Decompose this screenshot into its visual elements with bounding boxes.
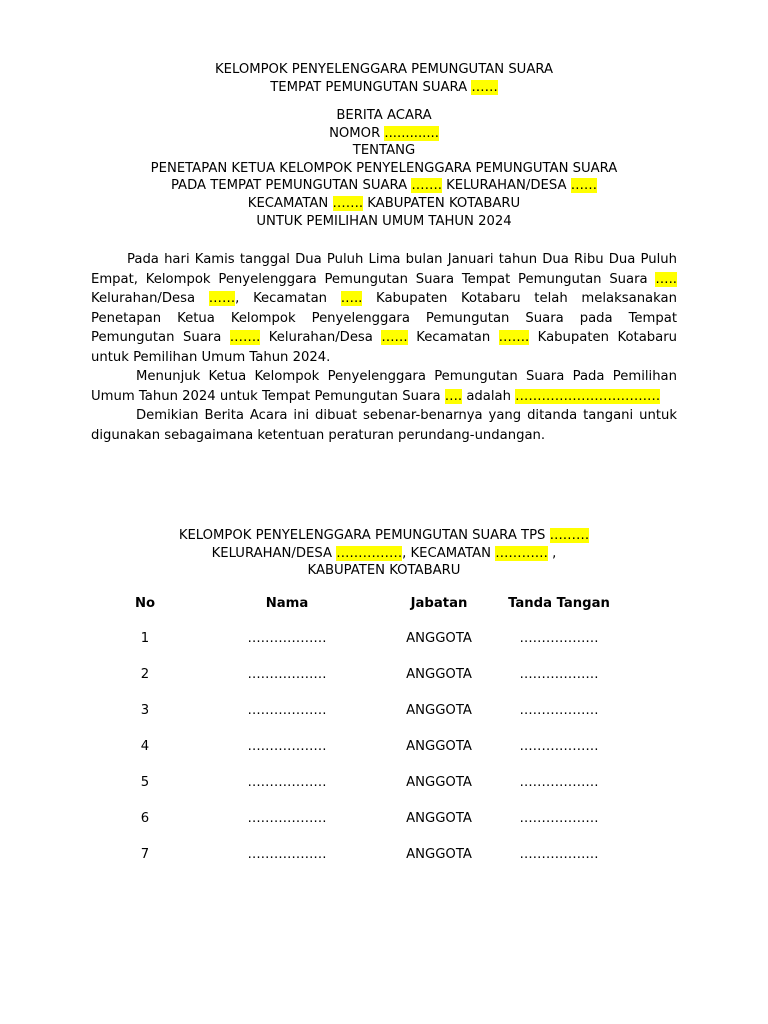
p1-text: Kecamatan — [407, 330, 499, 345]
p1-text: Kabupaten Kotabaru telah melaksanakan Penetapan Ketua Kelompok Penyelenggara Pemungutan Suara pada Tempat Pemungutan Suara — [91, 291, 677, 345]
cell-tanda-tangan: ……………… — [519, 666, 599, 682]
kecamatan-blank: ……. — [332, 195, 364, 211]
kelurahan-blank: …… — [570, 178, 598, 194]
cell-no: 1 — [140, 630, 150, 646]
cell-tanda-tangan: ……………… — [519, 846, 599, 862]
tps-blank: ….. — [655, 271, 677, 287]
paragraph-2 — [91, 367, 677, 406]
p1-text: Kelurahan/Desa — [91, 291, 209, 306]
cell-nama: ……………… — [247, 774, 327, 790]
p1-text: Kabupaten Kotabaru untuk Pemilihan Umum Tahun 2024. — [91, 330, 678, 365]
cell-no: 4 — [140, 738, 150, 754]
table-row — [95, 728, 619, 764]
cell-nama: ……………… — [247, 702, 327, 718]
cell-nama: ……………… — [247, 666, 327, 682]
ketua-name-blank: …………………………… — [515, 388, 661, 404]
table-header-row — [95, 596, 619, 620]
cell-jabatan: ANGGOTA — [406, 846, 472, 862]
tps-blank: …. — [444, 388, 463, 404]
cell-nama: ……………… — [247, 738, 327, 754]
p2-text: adalah — [462, 388, 516, 404]
cell-no: 3 — [140, 702, 150, 718]
kelurahan-label: KELURAHAN/DESA — [441, 178, 571, 194]
signature-header-line-3: KABUPATEN KOTABARU — [307, 563, 461, 579]
table-row — [95, 656, 619, 692]
document-header — [60, 61, 708, 96]
kelurahan-blank: …… — [381, 330, 408, 345]
kecamatan-blank: ………… — [495, 545, 548, 561]
cell-jabatan: ANGGOTA — [406, 774, 472, 790]
title-tentang: TENTANG — [352, 143, 416, 159]
tps-blank: ……… — [549, 528, 590, 543]
tps-blank: ……. — [411, 178, 442, 194]
p1-text: Kelurahan/Desa — [260, 330, 382, 345]
cell-jabatan: ANGGOTA — [406, 630, 472, 646]
paragraph-3: Demikian Berita Acara ini dibuat sebenar-benarnya yang ditanda tangani untuk digunakan sebagaimana ketentuan peraturan perundang-undangan. — [91, 408, 677, 443]
document-title — [60, 107, 708, 230]
table-row — [95, 692, 619, 728]
nomor-blank: ............. — [384, 125, 439, 141]
kecamatan-label: , KECAMATAN — [402, 545, 496, 561]
cell-no: 7 — [140, 846, 150, 862]
table-row — [95, 836, 619, 872]
column-header-tanda-tangan: Tanda Tangan — [508, 596, 610, 611]
kabupaten-label: KABUPATEN KOTABARU — [363, 195, 521, 211]
org-line: KELOMPOK PENYELENGGARA PEMUNGUTAN SUARA — [214, 62, 554, 77]
tps-label: TEMPAT PEMUNGUTAN SUARA — [270, 79, 472, 95]
signature-header-line-2 — [60, 545, 708, 563]
column-header-no: No — [134, 596, 156, 611]
cell-tanda-tangan: ……………… — [519, 630, 599, 646]
p1-text: Pada hari Kamis tanggal Dua Puluh Lima bulan Januari tahun Dua Ribu Dua Puluh Empat, Kelompok Penyelenggara Pemungutan Suara Tempat Pemungutan Suara — [91, 252, 677, 287]
column-header-jabatan: Jabatan — [410, 596, 468, 611]
paragraph-1 — [91, 250, 677, 367]
separator: , — [547, 545, 557, 561]
cell-nama: ……………… — [247, 630, 327, 646]
members-table — [95, 596, 619, 872]
kelurahan-blank: …… — [208, 291, 236, 306]
cell-nama: ……………… — [247, 810, 327, 826]
cell-tanda-tangan: ……………… — [519, 738, 599, 754]
cell-tanda-tangan: ……………… — [519, 702, 599, 718]
nomor-label: NOMOR — [329, 125, 385, 141]
tps-line — [60, 79, 708, 97]
title-berita-acara: BERITA ACARA — [336, 108, 432, 123]
kecamatan-label: KECAMATAN — [247, 195, 333, 211]
table-row — [95, 800, 619, 836]
cell-nama: ……………… — [247, 846, 327, 862]
column-header-nama: Nama — [265, 596, 309, 611]
cell-tanda-tangan: ……………… — [519, 774, 599, 790]
tps-blank: ……. — [229, 330, 261, 345]
cell-jabatan: ANGGOTA — [406, 702, 472, 718]
tps-label: PADA TEMPAT PEMUNGUTAN SUARA — [170, 178, 412, 194]
kecamatan-blank: ……. — [498, 330, 530, 345]
document-body — [91, 250, 677, 445]
cell-jabatan: ANGGOTA — [406, 738, 472, 754]
cell-no: 5 — [140, 774, 150, 790]
title-location-1 — [60, 177, 708, 195]
cell-no: 2 — [140, 666, 150, 682]
kpps-tps-label: KELOMPOK PENYELENGGARA PEMUNGUTAN SUARA TPS — [178, 528, 550, 543]
tps-blank: …… — [471, 79, 498, 95]
kelurahan-blank: …………… — [336, 545, 403, 561]
kecamatan-blank: ….. — [340, 291, 363, 306]
signature-header — [60, 527, 708, 580]
cell-jabatan: ANGGOTA — [406, 810, 472, 826]
p1-text: , Kecamatan — [235, 291, 341, 306]
table-row — [95, 764, 619, 800]
cell-no: 6 — [140, 810, 150, 826]
signature-header-line-1 — [60, 527, 708, 545]
kelurahan-label: KELURAHAN/DESA — [211, 545, 337, 561]
title-subject: PENETAPAN KETUA KELOMPOK PENYELENGGARA PEMUNGUTAN SUARA — [150, 160, 618, 176]
title-location-2 — [60, 195, 708, 213]
table-row — [95, 620, 619, 656]
cell-jabatan: ANGGOTA — [406, 666, 472, 682]
cell-tanda-tangan: ……………… — [519, 810, 599, 826]
p2-text: Menunjuk Ketua Kelompok Penyelenggara Pemungutan Suara Pada Pemilihan Umum Tahun 2024 untuk Tempat Pemungutan Suara — [91, 369, 677, 404]
title-election: UNTUK PEMILIHAN UMUM TAHUN 2024 — [256, 213, 512, 229]
title-nomor — [60, 125, 708, 143]
